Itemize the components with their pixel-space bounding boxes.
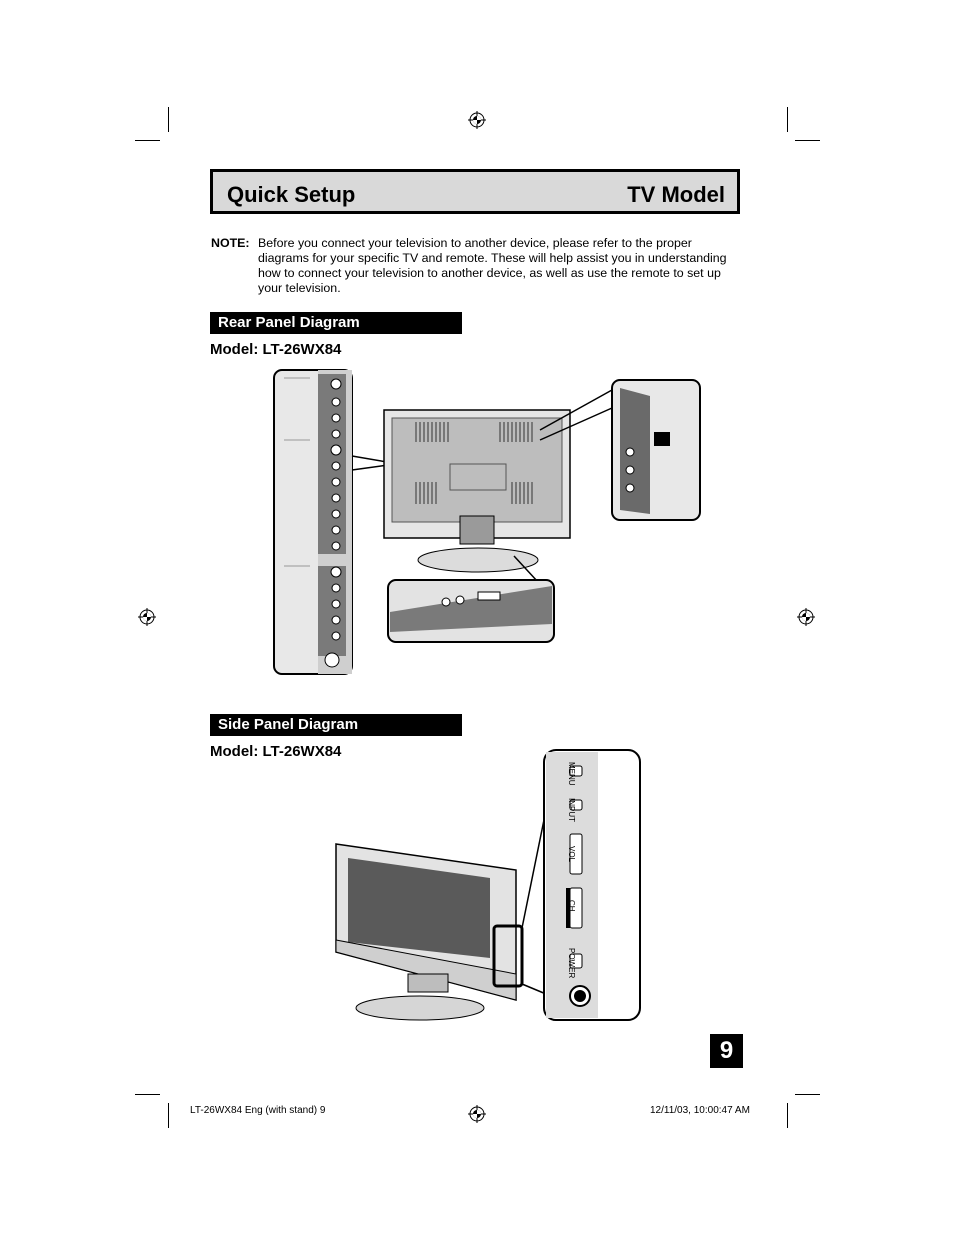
footer-left: LT-26WX84 Eng (with stand) 9 bbox=[190, 1105, 326, 1116]
page-title: Quick Setup bbox=[227, 182, 356, 207]
side-panel-heading: Side Panel Diagram bbox=[210, 714, 462, 736]
rear-panel-diagram bbox=[270, 366, 710, 678]
crop-mark bbox=[795, 140, 820, 141]
registration-mark-icon bbox=[138, 608, 156, 626]
crop-mark bbox=[168, 107, 169, 132]
side-label-power: POWER bbox=[567, 948, 576, 979]
crop-mark bbox=[135, 140, 160, 141]
rear-panel-heading: Rear Panel Diagram bbox=[210, 312, 462, 334]
tv-rear-illustration bbox=[384, 410, 570, 572]
page-subtitle: TV Model bbox=[627, 182, 725, 207]
page-number: 9 bbox=[710, 1034, 743, 1068]
note-label: NOTE: bbox=[211, 236, 250, 250]
crop-mark bbox=[787, 1103, 788, 1128]
registration-mark-icon bbox=[797, 608, 815, 626]
side-control-panel bbox=[544, 750, 640, 1020]
side-label-menu: MENU bbox=[567, 762, 576, 786]
crop-mark bbox=[795, 1094, 820, 1095]
crop-mark bbox=[135, 1094, 160, 1095]
tv-front-illustration bbox=[336, 844, 522, 1020]
footer-right: 12/11/03, 10:00:47 AM bbox=[650, 1105, 750, 1116]
page-header bbox=[210, 169, 740, 214]
crop-mark bbox=[787, 107, 788, 132]
rear-terminal-strip bbox=[274, 370, 352, 674]
rear-panel-model: Model: LT-26WX84 bbox=[210, 341, 342, 358]
registration-mark-icon bbox=[468, 111, 486, 129]
side-panel-model: Model: LT-26WX84 bbox=[210, 743, 342, 760]
side-label-ch: CH bbox=[567, 900, 576, 912]
side-panel-diagram bbox=[330, 746, 646, 1026]
crop-mark bbox=[168, 1103, 169, 1128]
side-label-vol: VOL bbox=[567, 846, 576, 863]
registration-mark-icon bbox=[468, 1105, 486, 1123]
note-text: Before you connect your television to another device, please refer to the proper diagrams for your specific TV and remote. These will help assist you in understanding how to connect your television to another device, as well as use the remote to set up your television. bbox=[258, 236, 727, 295]
side-label-input: INPUT bbox=[567, 798, 576, 822]
